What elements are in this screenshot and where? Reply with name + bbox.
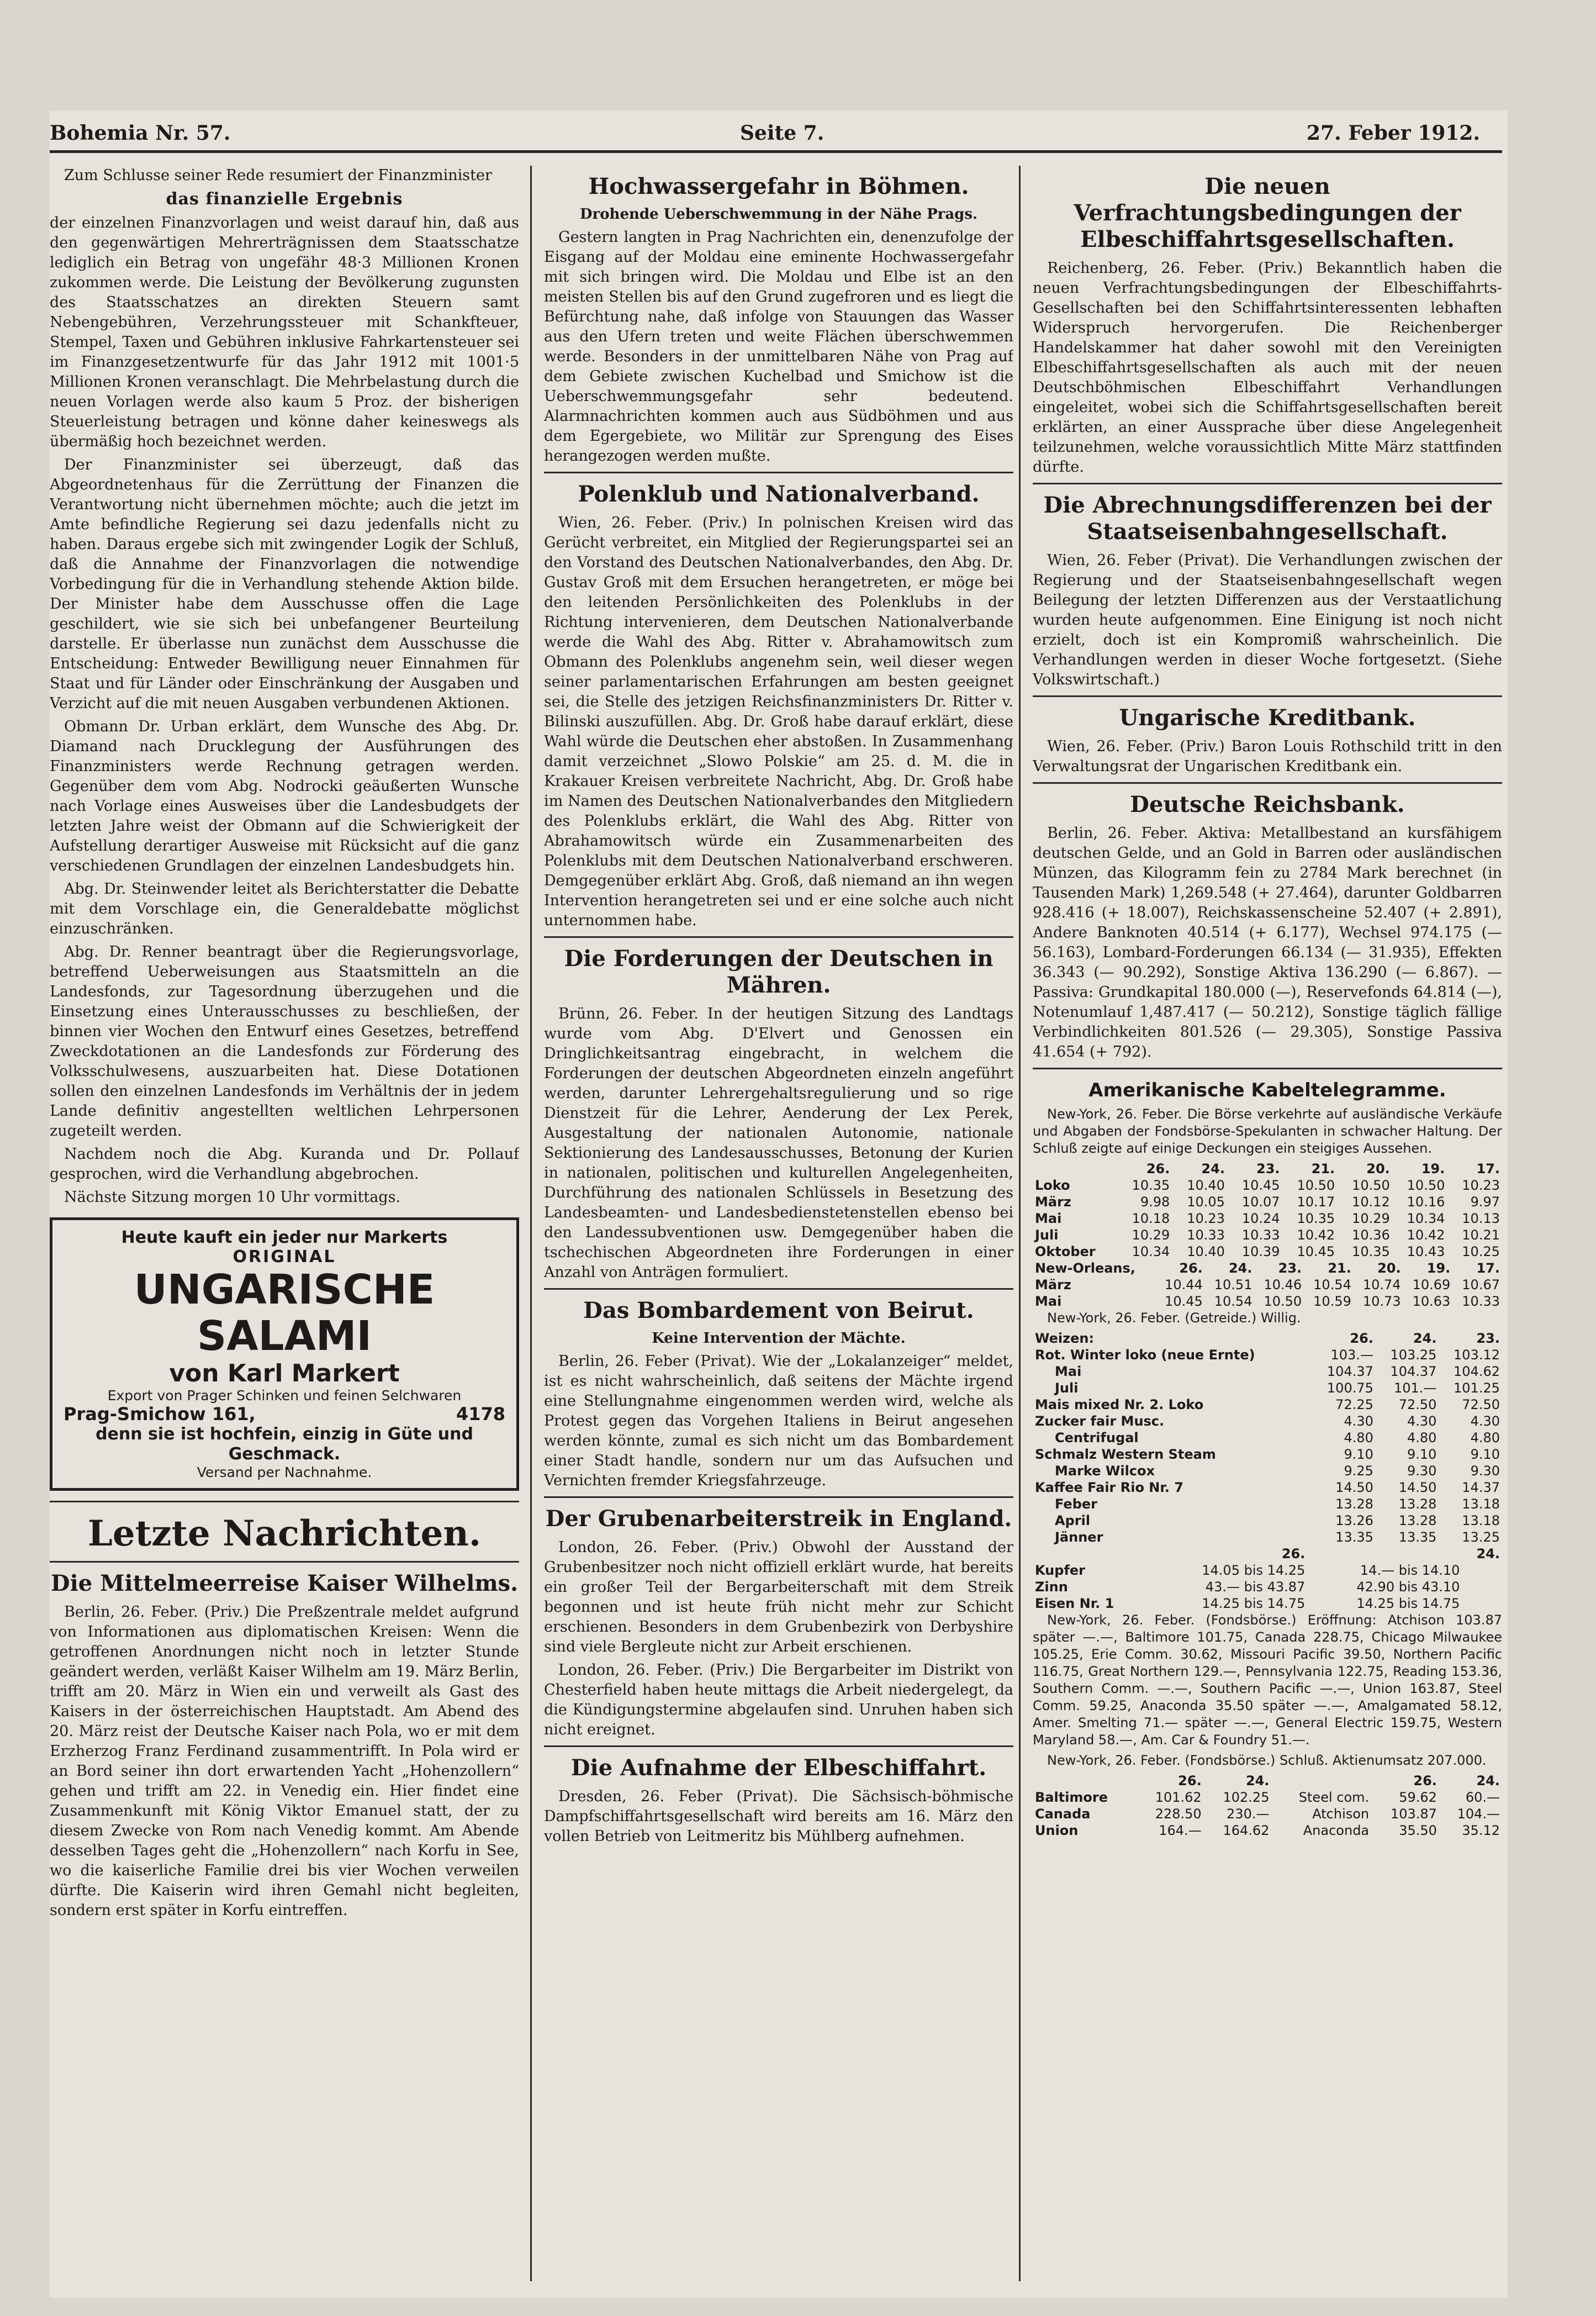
table-cell: Atchison bbox=[1312, 1806, 1370, 1822]
table-cell: Marke Wilcox bbox=[1055, 1463, 1155, 1479]
table-cell: 102.25 bbox=[1223, 1790, 1270, 1805]
table-cell: 42.90 bis 43.10 bbox=[1356, 1579, 1460, 1595]
table-cell: 10.12 bbox=[1352, 1194, 1390, 1210]
table-cell: 230.— bbox=[1227, 1806, 1270, 1822]
table-cell: 104.62 bbox=[1454, 1364, 1500, 1379]
table-cell: 9.97 bbox=[1470, 1194, 1500, 1210]
table-cell: 10.23 bbox=[1187, 1211, 1225, 1226]
article-title: Die Forderungen der Deutschen in Mähren. bbox=[564, 946, 993, 998]
ad-address: Prag-Smichow 161, bbox=[64, 1404, 256, 1425]
article-paragraph: Reichenberg, 26. Feber. (Priv.) Bekanntlich haben die neuen Verfrachtungsbedingungen der Elbeschiffahrts-Gesellschaften bei den Schiffahrtsinteressenten lebhaften Widerspruch hervorgerufen. Die Reichenberger Handelskammer hat daher sowohl mit den Vereinigten Elbeschiffahrtsgesellschaften als auch mit der neuen Deutschböhmischen Elbeschiffahrt Verhandlungen eingeleitet, wobei sich die Schiffahrtsgesellschaften bereit erklärten, an einer Aussprache über diese Angelegenheit teilzunehmen, welche voraussichtlich Mitte März stattfinden dürfte. bbox=[1033, 260, 1502, 476]
table-header-cell: 26. bbox=[1146, 1161, 1170, 1177]
article-title: Polenklub und Nationalverband. bbox=[578, 481, 980, 507]
table-cell: 10.18 bbox=[1132, 1211, 1170, 1226]
table-cell: 9.30 bbox=[1470, 1463, 1500, 1479]
metal-table bbox=[1033, 1545, 1502, 1612]
ad-line: Versand per Nachnahme. bbox=[197, 1464, 372, 1480]
table-cell: 164.62 bbox=[1223, 1823, 1270, 1838]
table-cell: 10.54 bbox=[1214, 1294, 1253, 1309]
table-row bbox=[1033, 1194, 1502, 1210]
table-cell: 9.10 bbox=[1470, 1447, 1500, 1462]
table-cell: 101.— bbox=[1394, 1380, 1437, 1396]
table-cell: 228.50 bbox=[1155, 1806, 1202, 1822]
section-title: Letzte Nachrichten. bbox=[87, 1513, 482, 1554]
article-paragraph: Nächste Sitzung morgen 10 Uhr vormittags. bbox=[64, 1189, 401, 1206]
table-header-cell: 23. bbox=[1256, 1161, 1280, 1177]
divider bbox=[1033, 1068, 1502, 1069]
table-cell: 103.— bbox=[1330, 1347, 1373, 1363]
table-cell: 10.40 bbox=[1187, 1178, 1225, 1193]
table-header-cell: 26. bbox=[1178, 1773, 1202, 1789]
table-cell: Zinn bbox=[1035, 1579, 1068, 1595]
article-paragraph: Brünn, 26. Feber. In der heutigen Sitzung des Landtags wurde vom Abg. D'Elvert und Genossen ein Dringlichkeitsantrag eingebracht, in welchem die Forderungen der deutschen Abgeordneten einzeln angeführt werden, darunter Lehrergehaltsregulierung und so rige Dienstzeit für die Lehrer, Aenderung der Lex Perek, Ausgestaltung der nationalen Autonomie, nationale Sektionierung des Landesausschusses, Betonung der Kurien in nationalen, politischen und kulturellen Angelegenheiten, Durchführung des nationalen Schlüssels in Besetzung des Landesbeamten- und Landesbedienstetenstellen ebenso bei den Landessubventionen usw. Demgegenüber haben die tschechischen Abgeordneten ihre Forderungen in einer Anzahl von Anträgen formuliert. bbox=[544, 1005, 1013, 1281]
table-cell: 10.16 bbox=[1407, 1194, 1445, 1210]
table-row bbox=[1033, 1595, 1502, 1612]
article-title: Deutsche Reichsbank. bbox=[1130, 792, 1405, 817]
stocks-table bbox=[1033, 1772, 1502, 1839]
divider bbox=[1033, 483, 1502, 484]
table-row bbox=[1033, 1446, 1502, 1463]
issue-date: 27. Feber 1912. bbox=[1307, 122, 1480, 145]
table-header-cell: New-Orleans, bbox=[1035, 1260, 1135, 1276]
table-cell: Juli bbox=[1055, 1380, 1079, 1396]
article-paragraph: Wien, 26. Feber. (Priv.) Baron Louis Rothschild tritt in den Verwaltungsrat der Ungarischen Kreditbank ein. bbox=[1033, 738, 1502, 775]
ad-merchant: von Karl Markert bbox=[169, 1359, 400, 1388]
table-header-cell: 19. bbox=[1421, 1161, 1445, 1177]
table-cell: 13.26 bbox=[1335, 1513, 1373, 1528]
cotton-newyork-table bbox=[1033, 1160, 1502, 1260]
table-cell: 10.45 bbox=[1165, 1294, 1203, 1309]
column-divider bbox=[530, 166, 532, 2281]
table-header-cell: 24. bbox=[1413, 1331, 1437, 1346]
article-paragraph: London, 26. Feber. (Priv.) Obwohl der Ausstand der Grubenbesitzer noch nicht offiziell erklärt wurde, hat bereits ein großer Teil der Bergarbeiterschaft mit dem Streik begonnen und ist heute früh nicht mehr zur Schicht erschienen. Besonders in dem Grubenbezirk von Derbyshire sind viele Bergleute nicht zur Arbeit erschienen. bbox=[544, 1539, 1013, 1655]
table-cell: März bbox=[1035, 1194, 1071, 1210]
table-header-cell: 26. bbox=[1179, 1260, 1203, 1276]
divider bbox=[544, 1745, 1013, 1747]
table-cell: 14.50 bbox=[1398, 1480, 1437, 1495]
article-title: Die Abrechnungsdifferenzen bei der Staatseisenbahngesellschaft. bbox=[1043, 492, 1492, 545]
table-cell: 103.25 bbox=[1390, 1347, 1437, 1363]
table-cell: 10.46 bbox=[1264, 1277, 1302, 1292]
table-cell: Mais mixed Nr. 2. Loko bbox=[1035, 1397, 1204, 1412]
ad-line: denn sie ist hochfein, einzig in Güte und Geschmack. bbox=[96, 1425, 473, 1464]
table-cell: 35.12 bbox=[1462, 1823, 1500, 1838]
table-row bbox=[1033, 1479, 1502, 1496]
page-header bbox=[50, 117, 1502, 153]
table-cell: 101.25 bbox=[1454, 1380, 1500, 1396]
table-row bbox=[1033, 1210, 1502, 1227]
table-cell: 14.25 bis 14.75 bbox=[1202, 1596, 1306, 1611]
article-paragraph: Wien, 26. Feber. (Priv.) In polnischen Kreisen wird das Gerücht verbreitet, ein Mitglied der Regierungspartei sei an den Vorstand des Deutschen Nationalverbandes, den Abg. Dr. Gustav Groß mit dem Ersuchen herangetreten, er möge bei den leitenden Persönlichkeiten des Polenklubs in der Richtung intervenieren, dem Deutschen Nationalverbande werde die Wahl des Abg. Ritter v. Abrahamowitsch zum Obmann des Polenklubs angenehm sein, weil dieser wegen seiner parlamentarischen Erfahrungen am besten geeignet sei, die Stelle des jetzigen Reichsfinanzministers Dr. Ritter v. Bilinski auszufüllen. Abg. Dr. Groß habe darauf erklärt, diese Wahl würde die Deutschen eher abstoßen. In Zusammenhang damit verzeichnet „Slowo Polskie“ am 25. d. M. die in Krakauer Kreisen verbreitete Nachricht, Abg. Dr. Groß habe im Namen des Deutschen Nationalverbandes den Mitgliedern des Polenklubs erklärt, die Wahl des Abg. Ritter von Abrahamowitsch würde ein Zusammenarbeiten des Polenklubs mit dem Deutschen Nationalverband erschweren. Demgegenüber erklärt Abg. Groß, daß niemand an ihn wegen Intervention herangetreten sei und er eine solche auch nicht unternommen habe. bbox=[544, 514, 1013, 929]
divider bbox=[544, 1288, 1013, 1290]
table-header-cell: 21. bbox=[1328, 1260, 1351, 1276]
table-row bbox=[1033, 1529, 1502, 1545]
table-cell: Kupfer bbox=[1035, 1563, 1085, 1578]
divider bbox=[544, 472, 1013, 473]
article-paragraph: New-York, 26. Feber. Die Börse verkehrte auf ausländische Verkäufe und Abgaben der Fondsbörse-Spekulanten in schwacher Haltung. Der Schluß zeigte auf einige Deckungen ein steigiges Aussehen. bbox=[1033, 1106, 1502, 1156]
table-cell: 10.40 bbox=[1187, 1244, 1225, 1259]
article-title: Der Grubenarbeiterstreik in England. bbox=[545, 1506, 1012, 1532]
table-cell: 35.50 bbox=[1399, 1823, 1437, 1838]
table-header-cell: 24. bbox=[1476, 1773, 1500, 1789]
table-header-cell: 24. bbox=[1245, 1773, 1270, 1789]
divider bbox=[1033, 782, 1502, 784]
column-3 bbox=[1033, 166, 1502, 2292]
table-cell: 10.50 bbox=[1352, 1178, 1390, 1193]
article-subtitle: Drohende Ueberschwemmung in der Nähe Prags. bbox=[579, 206, 978, 223]
table-header-cell: 20. bbox=[1366, 1161, 1390, 1177]
table-cell: Oktober bbox=[1035, 1244, 1096, 1259]
table-header-row bbox=[1033, 1545, 1502, 1562]
ad-line: Heute kauft ein jeder nur Markerts bbox=[121, 1228, 448, 1247]
table-cell: 10.51 bbox=[1214, 1277, 1253, 1292]
table-header-cell bbox=[1307, 1545, 1462, 1562]
table-cell: 10.44 bbox=[1165, 1277, 1203, 1292]
table-cell: 10.45 bbox=[1297, 1244, 1335, 1259]
table-cell: März bbox=[1035, 1277, 1071, 1292]
table-header-cell: 26. bbox=[1413, 1773, 1437, 1789]
table-cell: 10.34 bbox=[1407, 1211, 1445, 1226]
article-title: Das Bombardement von Beirut. bbox=[583, 1297, 974, 1323]
table-cell: 14.50 bbox=[1335, 1480, 1373, 1495]
table-cell: 10.45 bbox=[1241, 1178, 1280, 1193]
table-cell: 9.25 bbox=[1344, 1463, 1373, 1479]
table-row bbox=[1033, 1562, 1502, 1579]
table-cell: 10.50 bbox=[1407, 1178, 1445, 1193]
article-paragraph: Zum Schlusse seiner Rede resumiert der Finanzminister bbox=[64, 167, 492, 184]
article-title: Die Mittelmeerreise Kaiser Wilhelms. bbox=[50, 1570, 519, 1596]
table-cell: April bbox=[1055, 1513, 1091, 1528]
article-paragraph: Berlin, 26. Feber. (Priv.) Die Preßzentrale meldet aufgrund von Informationen aus diplomatischen Kreisen: Wenn die getroffenen Anordnungen nicht noch in letzter Stunde geändert werden, verläßt Kaiser Wilhelm am 19. März Berlin, trifft am 20. März in Wien ein und verweilt als Gast des Kaisers in der österreichischen Hauptstadt. Am Abend des 20. März reist der Deutsche Kaiser nach Pola, wo er mit dem Erzherzog Franz Ferdinand zusammentrifft. In Pola wird er an Bord seiner ihn dort erwartenden Yacht „Hohenzollern“ gehen und trifft am 22. in Venedig ein. Hier findet eine Zusammenkunft mit König Viktor Emanuel statt, der zu diesem Zwecke von Rom nach Venedig kommt. Am Abende desselben Tages geht die „Hohenzollern“ nach Korfu in See, wo die kaiserliche Familie drei bis vier Wochen verweilen dürfte. Die Kaiserin wird ihren Gemahl nicht begleiten, sondern erst später in Korfu eintreffen. bbox=[50, 1603, 519, 1919]
table-cell: 10.35 bbox=[1352, 1244, 1390, 1259]
table-cell: 104.37 bbox=[1327, 1364, 1373, 1379]
table-row bbox=[1033, 1579, 1502, 1595]
table-row bbox=[1033, 1363, 1502, 1380]
table-cell: Union bbox=[1035, 1823, 1079, 1838]
article-title: Die neuen Verfrachtungsbedingungen der Elbeschiffahrtsgesellschaften. bbox=[1074, 173, 1461, 252]
table-cell: 72.50 bbox=[1462, 1397, 1500, 1412]
table-header-cell: 23. bbox=[1476, 1331, 1500, 1346]
table-cell: 10.33 bbox=[1187, 1227, 1225, 1243]
article-title: Hochwassergefahr in Böhmen. bbox=[588, 173, 969, 199]
table-header-cell: 24. bbox=[1201, 1161, 1225, 1177]
table-cell: 10.63 bbox=[1412, 1294, 1451, 1309]
article-paragraph: New-York, 26. Feber. (Fondsbörse.) Eröffnung: Atchison 103.87 später —.—, Baltimore 101.75, Canada 228.75, Chicago Milwaukee 105.25, Erie Comm. 30.62, Missouri Pacific 39.50, Northern Pacific 116.75, Great Northern 129.—, Pennsylvania 122.75, Reading 153.36, Southern Comm. —.—, Southern Pacific —.—, Union 163.87, Steel Comm. 59.25, Anaconda 35.50 später —.—, Amalgamated 58.12, Amer. Smelting 71.— später —.—, General Electric 159.75, Western Maryland 58.—, Am. Car & Foundry 51.—. bbox=[1033, 1612, 1502, 1748]
table-cell: 14.37 bbox=[1462, 1480, 1500, 1495]
table-cell: 10.69 bbox=[1412, 1277, 1451, 1292]
table-cell: 13.18 bbox=[1462, 1496, 1500, 1512]
cotton-neworleans-table bbox=[1033, 1260, 1502, 1310]
table-header-row bbox=[1033, 1330, 1502, 1347]
table-cell: Loko bbox=[1035, 1178, 1070, 1193]
table-cell: 10.21 bbox=[1462, 1227, 1500, 1243]
table-cell: 13.35 bbox=[1335, 1529, 1373, 1545]
table-cell: Rot. Winter loko (neue Ernte) bbox=[1035, 1347, 1255, 1363]
table-cell: 10.25 bbox=[1462, 1244, 1500, 1259]
table-cell: 104.37 bbox=[1390, 1364, 1437, 1379]
table-cell: 164.— bbox=[1159, 1823, 1202, 1838]
table-cell: Centrifugal bbox=[1055, 1430, 1139, 1445]
table-cell: 10.33 bbox=[1241, 1227, 1280, 1243]
table-row bbox=[1033, 1822, 1502, 1839]
table-cell: Feber bbox=[1055, 1496, 1097, 1512]
newspaper-page bbox=[50, 110, 1508, 2298]
table-cell: Schmalz Western Steam bbox=[1035, 1447, 1216, 1462]
table-header-cell: 17. bbox=[1476, 1161, 1500, 1177]
table-row bbox=[1033, 1293, 1502, 1310]
table-cell: 72.50 bbox=[1398, 1397, 1437, 1412]
column-1 bbox=[50, 166, 519, 2292]
table-cell: 13.35 bbox=[1398, 1529, 1437, 1545]
table-cell: 13.25 bbox=[1462, 1529, 1500, 1545]
table-row bbox=[1033, 1496, 1502, 1512]
column-divider bbox=[1019, 166, 1021, 2281]
table-cell: 10.07 bbox=[1241, 1194, 1280, 1210]
table-header-cell: 23. bbox=[1278, 1260, 1302, 1276]
table-header-cell bbox=[1271, 1772, 1371, 1789]
table-cell: 9.10 bbox=[1344, 1447, 1373, 1462]
divider bbox=[544, 1496, 1013, 1498]
article-paragraph: der einzelnen Finanzvorlagen und weist darauf hin, daß aus den gegenwärtigen Mehrerträgnissen dem Staatsschatze lediglich ein Betrag von ungefähr 48·3 Millionen Kronen zukommen werde. Die Leistung der Bevölkerung zugunsten des Staatsschatzes an direkten Steuern samt Nebengebühren, Verzehrungssteuer mit Schankfteuer, Stempel, Taxen und Gebühren inklusive Fahrkartensteuer sei im Finanzgesetzentwurfe für das Jahr 1912 mit 1001·5 Millionen Kronen veranschlagt. Die Mehrbelastung durch die neuen Vorlagen werde also kaum 5 Proz. der bisherigen Steuerleistung betragen und könne daher keineswegs als übermäßig hoch bezeichnet werden. bbox=[50, 214, 519, 450]
table-header-cell: 21. bbox=[1311, 1161, 1335, 1177]
table-cell: 10.17 bbox=[1297, 1194, 1335, 1210]
table-header-cell: 26. bbox=[1350, 1331, 1373, 1346]
table-cell: 13.18 bbox=[1462, 1513, 1500, 1528]
subheading: das finanzielle Ergebnis bbox=[166, 189, 403, 209]
table-row bbox=[1033, 1413, 1502, 1429]
table-cell: 10.35 bbox=[1132, 1178, 1170, 1193]
table-row bbox=[1033, 1396, 1502, 1413]
table-cell: 9.10 bbox=[1407, 1447, 1437, 1462]
table-cell: Kaffee Fair Rio Nr. 7 bbox=[1035, 1480, 1183, 1495]
table-cell: Anaconda bbox=[1303, 1823, 1370, 1838]
divider bbox=[544, 936, 1013, 938]
table-row bbox=[1033, 1380, 1502, 1396]
table-row bbox=[1033, 1463, 1502, 1479]
divider bbox=[50, 1501, 519, 1502]
table-cell: 103.12 bbox=[1454, 1347, 1500, 1363]
table-cell: Mai bbox=[1035, 1294, 1062, 1309]
table-cell: 13.28 bbox=[1398, 1513, 1437, 1528]
table-cell: 4.30 bbox=[1344, 1413, 1373, 1429]
table-cell: Baltimore bbox=[1035, 1790, 1108, 1805]
article-paragraph: Berlin, 26. Feber (Privat). Wie der „Lokalanzeiger“ meldet, ist es nicht wahrscheinlich, daß seitens der Mächte irgend eine Stellungnahme eingenommen werden wird, welche als Protest gegen das Vorgehen Italiens in Beirut angesehen werden könnte, zumal es sich nicht um das Bombardement einer Stadt handle, sondern nur um das Aufsuchen und Vernichten fremder Kriegsfahrzeuge. bbox=[544, 1353, 1013, 1489]
table-header-cell: 24. bbox=[1228, 1260, 1253, 1276]
table-cell: 4.30 bbox=[1470, 1413, 1500, 1429]
table-header-cell: 26. bbox=[1281, 1546, 1306, 1561]
article-paragraph: New-York, 26. Feber. (Getreide.) Willig. bbox=[1047, 1310, 1301, 1326]
table-cell: 9.30 bbox=[1407, 1463, 1437, 1479]
table-row bbox=[1033, 1429, 1502, 1446]
cable-section bbox=[1033, 1106, 1502, 1839]
table-cell: 9.98 bbox=[1140, 1194, 1170, 1210]
article-title: Die Aufnahme der Elbeschiffahrt. bbox=[570, 1755, 987, 1781]
divider bbox=[1033, 695, 1502, 697]
table-cell: Jänner bbox=[1055, 1529, 1103, 1545]
table-cell: 10.43 bbox=[1407, 1244, 1445, 1259]
table-cell: 10.42 bbox=[1297, 1227, 1335, 1243]
table-cell: 10.73 bbox=[1362, 1294, 1401, 1309]
ad-phone: 4178 bbox=[456, 1404, 505, 1425]
table-cell: Eisen Nr. 1 bbox=[1035, 1596, 1114, 1611]
table-cell: 10.74 bbox=[1362, 1277, 1401, 1292]
table-row bbox=[1033, 1276, 1502, 1293]
table-cell: 14.— bis 14.10 bbox=[1360, 1563, 1460, 1578]
article-paragraph: Gestern langten in Prag Nachrichten ein, denenzufolge der Eisgang auf der Moldau eine eminente Hochwassergefahr mit sich bringen wird. Die Moldau und Elbe ist an den meisten Stellen bis auf den Grund zugefroren und es liegt die Befürchtung nahe, daß infolge von Stauungen das Wasser aus den Ufern treten und weite Flächen überschwemmen werde. Besonders in der unmittelbaren Nähe von Prag auf dem Gebiete zwischen Kuchelbad und Smichow ist die Ueberschwemmungsgefahr sehr bedeutend. Alarmnachrichten kommen auch aus Südböhmen und aus dem Egergebiete, wo Militär zur Sprengung des Eises herangezogen werden mußte. bbox=[544, 229, 1013, 465]
table-cell: 10.24 bbox=[1241, 1211, 1280, 1226]
table-header-cell: 20. bbox=[1377, 1260, 1401, 1276]
table-header-cell: 19. bbox=[1426, 1260, 1451, 1276]
salami-advertisement bbox=[50, 1217, 519, 1491]
table-cell: 72.25 bbox=[1335, 1397, 1373, 1412]
table-cell: 10.54 bbox=[1313, 1277, 1351, 1292]
table-cell: 10.33 bbox=[1462, 1294, 1500, 1309]
table-cell: 104.— bbox=[1457, 1806, 1500, 1822]
table-row bbox=[1033, 1243, 1502, 1260]
table-cell: 4.80 bbox=[1407, 1430, 1437, 1445]
table-header-cell bbox=[1033, 1160, 1117, 1177]
table-cell: 13.28 bbox=[1398, 1496, 1437, 1512]
table-row bbox=[1033, 1227, 1502, 1243]
table-header-cell: 24. bbox=[1476, 1546, 1500, 1561]
ad-line: Export von Prager Schinken und feinen Selchwaren bbox=[107, 1388, 462, 1404]
table-cell: 10.67 bbox=[1462, 1277, 1500, 1292]
table-header-cell bbox=[1033, 1772, 1136, 1789]
table-cell: 10.36 bbox=[1352, 1227, 1390, 1243]
table-cell: 10.29 bbox=[1352, 1211, 1390, 1226]
table-cell: 10.34 bbox=[1132, 1244, 1170, 1259]
table-cell: Juli bbox=[1035, 1227, 1059, 1243]
table-cell: 4.80 bbox=[1344, 1430, 1373, 1445]
article-title: Amerikanische Kabeltelegramme. bbox=[1088, 1079, 1446, 1101]
divider bbox=[50, 1561, 519, 1563]
table-cell: Canada bbox=[1035, 1806, 1091, 1822]
table-cell: 10.29 bbox=[1132, 1227, 1170, 1243]
ad-headline: UNGARISCHE SALAMI bbox=[134, 1266, 435, 1360]
produce-table bbox=[1033, 1330, 1502, 1545]
table-row bbox=[1033, 1789, 1502, 1806]
table-header-row bbox=[1033, 1160, 1502, 1177]
table-row bbox=[1033, 1512, 1502, 1529]
article-title: Ungarische Kreditbank. bbox=[1119, 705, 1416, 731]
table-cell: 10.13 bbox=[1462, 1211, 1500, 1226]
table-cell: Mai bbox=[1035, 1211, 1062, 1226]
table-cell: 4.30 bbox=[1407, 1413, 1437, 1429]
table-cell: 10.39 bbox=[1241, 1244, 1280, 1259]
page-number: Seite 7. bbox=[740, 122, 825, 145]
table-cell: 10.50 bbox=[1297, 1178, 1335, 1193]
article-paragraph: Dresden, 26. Feber (Privat). Die Sächsisch-böhmische Dampfschiffahrtsgesellschaft wird bereits am 16. März den vollen Betrieb von Leitmeritz bis Mühlberg aufnehmen. bbox=[544, 1788, 1013, 1845]
table-cell: Mai bbox=[1055, 1364, 1082, 1379]
article-paragraph: Wien, 26. Feber (Privat). Die Verhandlungen zwischen der Regierung und der Staatseisenbahngesellschaft wegen Beilegung der letzten Differenzen aus der Verstaatlichung wurden heute aufgenommen. Eine Einigung ist noch nicht erzielt, doch ist ein Kompromiß wahrscheinlich. Die Verhandlungen werden in dieser Woche fortgesetzt. (Siehe Volkswirtschaft.) bbox=[1033, 552, 1502, 688]
table-row bbox=[1033, 1806, 1502, 1822]
table-cell: 100.75 bbox=[1327, 1380, 1373, 1396]
table-cell: 10.50 bbox=[1264, 1294, 1302, 1309]
table-cell: 14.05 bis 14.25 bbox=[1202, 1563, 1306, 1578]
table-cell: 10.05 bbox=[1187, 1194, 1225, 1210]
table-header-row bbox=[1033, 1260, 1502, 1276]
article-paragraph: Berlin, 26. Feber. Aktiva: Metallbestand an kursfähigem deutschen Gelde, und an Gold in Barren oder ausländischen Münzen, das Kilogramm fein zu 2784 Mark berechnet (in Tausenden Mark) 1,269.548 (+ 27.464), darunter Goldbarren 928.416 (+ 18.007), Reichskassenscheine 52.407 (+ 2.891), Andere Banknoten 40.514 (+ 6.177), Wechsel 974.175 (— 56.163), Lombard-Forderungen 66.134 (— 31.935), Effekten 36.343 (— 90.292), Sonstige Aktiva 136.290 (— 6.867). — Passiva: Grundkapital 180.000 (—), Reservefonds 64.814 (—), Notenumlauf 1,487.417 (— 50.212), Sonstige täglich fällige Verbindlichkeiten 801.526 (— 29.305), Sonstige Passiva 41.654 (+ 792). bbox=[1033, 825, 1502, 1061]
table-cell: 59.62 bbox=[1399, 1790, 1437, 1805]
table-cell: 13.28 bbox=[1335, 1496, 1373, 1512]
article-paragraph: Abg. Dr. Renner beantragt über die Regierungsvorlage, betreffend Ueberweisungen aus Staatsmitteln an die Landesfonds, zur Tagesordnung überzugehen und die Einsetzung eines Unterausschusses zu beschließen, der binnen vier Wochen den Entwurf eines Gesetzes, betreffend Zweckdotationen an die Landesfonds zur Förderung des Volksschulwesens, auszuarbeiten hat. Diese Dotationen sollen den einzelnen Landesfonds im Verhältnis der in jedem Lande definitiv angestellten weltlichen Lehrpersonen zugeteilt werden. bbox=[50, 943, 519, 1139]
table-cell: 14.25 bis 14.75 bbox=[1356, 1596, 1460, 1611]
table-cell: 43.— bis 43.87 bbox=[1205, 1579, 1306, 1595]
table-header-cell bbox=[1033, 1545, 1153, 1562]
ad-line: ORIGINAL bbox=[232, 1247, 336, 1267]
article-paragraph: Nachdem noch die Abg. Kuranda und Dr. Pollauf gesprochen, wird die Verhandlung abgebrochen. bbox=[50, 1146, 519, 1183]
table-cell: 10.42 bbox=[1407, 1227, 1445, 1243]
article-paragraph: Der Finanzminister sei überzeugt, daß das Abgeordnetenhaus für die Zerrüttung der Finanzen die Verantwortung nicht übernehmen möchte; auch die jetzt im Amte befindliche Regierung sei dazu jedenfalls nicht zu haben. Daraus ergebe sich mit zwingender Logik der Schluß, daß die Annahme der Finanzvorlagen die notwendige Vorbedingung für die in Verhandlung stehende Aktion bilde. Der Minister habe dem Ausschusse offen die Lage geschildert, wie sie sich bei unbefangener Beurteilung darstelle. Er überlasse nun zunächst dem Ausschusse die Entscheidung: Entweder Bewilligung neuer Einnahmen für Staat und für Länder oder Einschränkung der Ausgaben und Verzicht auf die mit neuen Ausgaben verbundenen Aktionen. bbox=[50, 456, 519, 712]
table-cell: Zucker fair Musc. bbox=[1035, 1413, 1165, 1429]
table-header-cell: 17. bbox=[1476, 1260, 1500, 1276]
table-header-cell: Weizen: bbox=[1035, 1331, 1095, 1346]
table-cell: 60.— bbox=[1465, 1790, 1500, 1805]
publication-name: Bohemia Nr. 57. bbox=[50, 122, 231, 145]
article-paragraph: New-York, 26. Feber. (Fondsbörse.) Schluß. Aktienumsatz 207.000. bbox=[1047, 1753, 1487, 1768]
article-paragraph: Abg. Dr. Steinwender leitet als Berichterstatter die Debatte mit dem Vorschlage ein, die Generaldebatte möglichst einzuschränken. bbox=[50, 880, 519, 937]
table-cell: 10.35 bbox=[1297, 1211, 1335, 1226]
article-paragraph: Obmann Dr. Urban erklärt, dem Wunsche des Abg. Dr. Diamand nach Drucklegung der Ausführungen des Finanzministers werde Rechnung getragen werden. Gegenüber dem vom Abg. Nodrocki geäußerten Wunsche nach Vorlage eines Ausweises über die Landesbudgets der letzten Jahre weist der Obmann auf die Schwierigkeit der Aufstellung derartiger Ausweise mit Rücksicht auf die ganz verschiedenen Grundlagen der einzelnen Landesbudgets hin. bbox=[50, 718, 519, 874]
ad-address-row bbox=[64, 1404, 505, 1425]
table-row bbox=[1033, 1347, 1502, 1363]
table-row bbox=[1033, 1177, 1502, 1194]
table-cell: 103.87 bbox=[1390, 1806, 1437, 1822]
table-cell: 10.23 bbox=[1462, 1178, 1500, 1193]
table-cell: Steel com. bbox=[1298, 1790, 1370, 1805]
table-cell: 10.59 bbox=[1313, 1294, 1351, 1309]
table-cell: 4.80 bbox=[1470, 1430, 1500, 1445]
table-header-row bbox=[1033, 1772, 1502, 1789]
table-cell: 101.62 bbox=[1155, 1790, 1202, 1805]
article-subtitle: Keine Intervention der Mächte. bbox=[652, 1330, 906, 1347]
column-2 bbox=[544, 166, 1013, 2292]
article-paragraph: London, 26. Feber. (Priv.) Die Bergarbeiter im Distrikt von Chesterfield haben heute mittags die Arbeit niedergelegt, da die Kündigungstermine abgelaufen sind. Unruhen haben sich nicht ereignet. bbox=[544, 1661, 1013, 1738]
